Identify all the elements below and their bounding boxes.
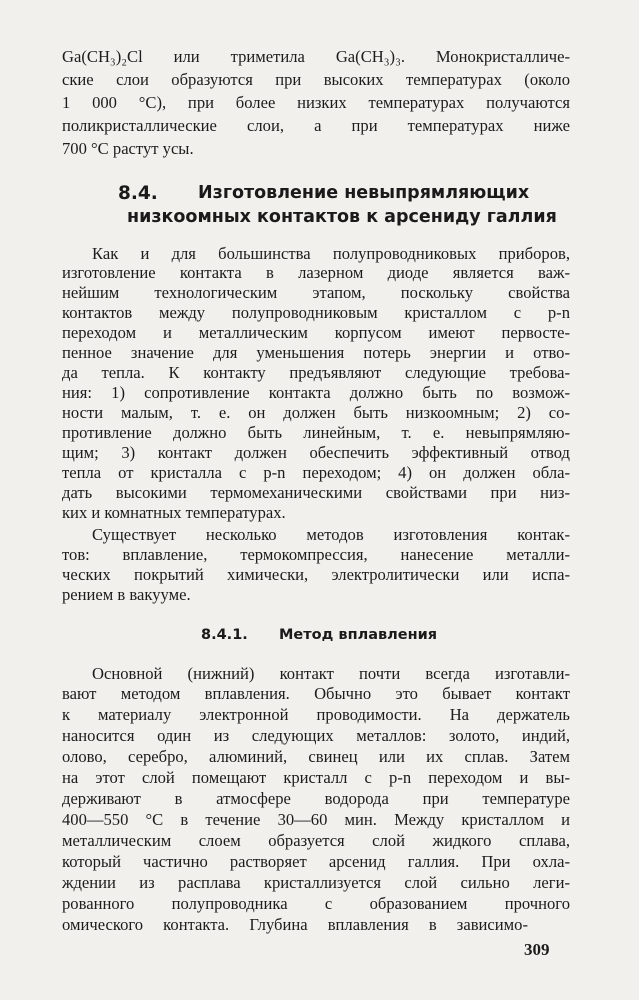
paragraph-line: омического контакта. Глубина вплавления в зависимо- bbox=[62, 915, 528, 934]
paragraph-line: щим; 3) контакт должен обеспечить эффективный отвод bbox=[62, 443, 570, 462]
paragraph-line: ности малым, т. е. он должен быть низкоомным; 2) со- bbox=[62, 403, 570, 422]
paragraph-line: да тепла. К контакту предъявляют следующие требова- bbox=[62, 363, 570, 382]
paragraph-line: тепла от кристалла с p-n переходом; 4) он должен обла- bbox=[62, 463, 570, 482]
paragraph-line: ких и комнатных температурах. bbox=[62, 503, 286, 522]
paragraph-line: Основной (нижний) контакт почти всегда изготавли- bbox=[92, 664, 570, 683]
paragraph-line: дать высокими термомеханическими свойствами при низ- bbox=[62, 483, 570, 502]
paragraph-line: тов: вплавление, термокомпрессия, нанесение металли- bbox=[62, 545, 570, 564]
subsection-title: Метод вплавления bbox=[279, 627, 438, 643]
paragraph-line: пенное значение для уменьшения потерь энергии и отво- bbox=[62, 343, 570, 362]
section-title-line: низкоомных контактов к арсениду галлия bbox=[127, 207, 557, 227]
paragraph-line: контактов между полупроводниковым кристаллом с p-n bbox=[62, 303, 570, 322]
paragraph-line: рением в вакууме. bbox=[62, 585, 191, 604]
paragraph-line: нейшим технологическим этапом, поскольку свойства bbox=[62, 283, 570, 302]
section-number: 8.4. bbox=[118, 183, 158, 204]
paragraph-line: изготовление контакта в лазерном диоде является важ- bbox=[62, 263, 570, 282]
paragraph-line: к материалу электронной проводимости. На держатель bbox=[62, 705, 570, 724]
intro-line: 1 000 °С), при более низких температурах получаются bbox=[62, 93, 570, 112]
intro-line: Ga(CH₃)₂Cl или триметила Ga(CH₃)₃. Монокристалличе- bbox=[62, 47, 570, 66]
paragraph-line: металлическим слоем образуется слой жидкого сплава, bbox=[62, 831, 570, 850]
paragraph-line: рованного полупроводника с образованием прочного bbox=[62, 894, 570, 913]
paragraph-line: ния: 1) сопротивление контакта должно быть по возмож- bbox=[62, 383, 570, 402]
intro-line: ские слои образуются при высоких температурах (около bbox=[62, 70, 570, 89]
paragraph-line: Существует несколько методов изготовления контак- bbox=[92, 525, 570, 544]
paragraph-line: который частично растворяет арсенид галлия. При охла- bbox=[62, 852, 570, 871]
paragraph-line: наносится один из следующих металлов: золото, индий, bbox=[62, 726, 570, 745]
paragraph-line: ждении из расплава кристаллизуется слой сильно леги- bbox=[62, 873, 570, 892]
paragraph-line: противление должно быть линейным, т. е. невыпрямляю- bbox=[62, 423, 570, 442]
intro-line: поликристаллические слои, а при температурах ниже bbox=[62, 116, 570, 135]
paragraph-line: олово, серебро, алюминий, свинец или их сплав. Затем bbox=[62, 747, 570, 766]
paragraph-line: вают методом вплавления. Обычно это бывает контакт bbox=[62, 684, 570, 703]
paragraph-line: на этот слой помещают кристалл с p-n переходом и вы- bbox=[62, 768, 570, 787]
subsection-number: 8.4.1. bbox=[201, 627, 248, 643]
paragraph-line: 400—550 °С в течение 30—60 мин. Между кристаллом и bbox=[62, 810, 570, 829]
page-number: 309 bbox=[524, 940, 550, 959]
paragraph-line: переходом и металлическим корпусом имеют первосте- bbox=[62, 323, 570, 342]
section-title-line: Изготовление невыпрямляющих bbox=[198, 183, 530, 203]
paragraph-line: Как и для большинства полупроводниковых приборов, bbox=[92, 244, 570, 263]
intro-line: 700 °С растут усы. bbox=[62, 139, 194, 158]
paragraph-line: ческих покрытий химически, электролитически или испа- bbox=[62, 565, 570, 584]
paragraph-line: держивают в атмосфере водорода при температуре bbox=[62, 789, 570, 808]
